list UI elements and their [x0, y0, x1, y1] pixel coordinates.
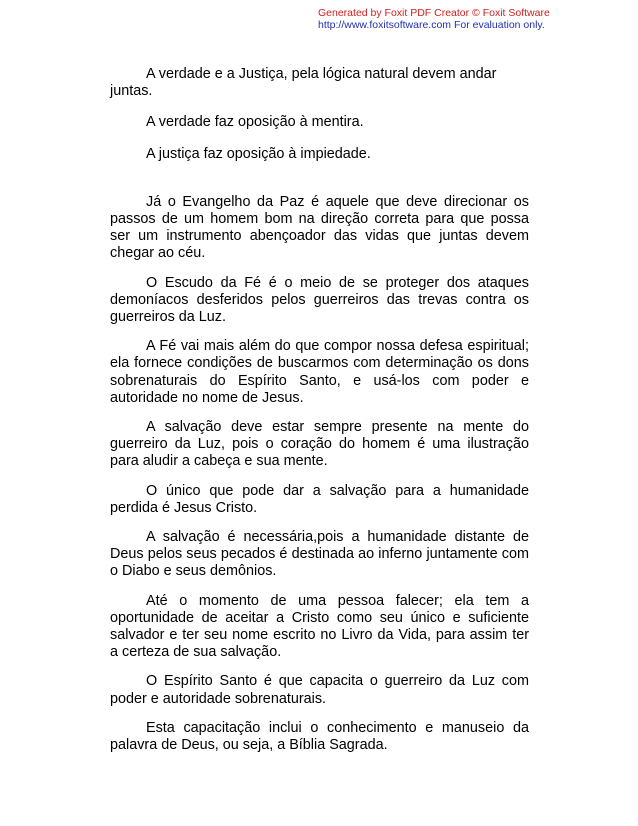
- paragraph: A salvação é necessária,pois a humanidade distante de Deus pelos seus pecados é destinada ao inferno juntamente com o Diabo e seus demônios.: [110, 529, 529, 580]
- paragraph: A verdade e a Justiça, pela lógica natural devem andar juntas.: [110, 66, 497, 100]
- watermark-line-1: Generated by Foxit PDF Creator © Foxit Software: [318, 7, 550, 19]
- paragraph: A Fé vai mais além do que compor nossa defesa espiritual; ela fornece condições de buscarmos com determinação os dons sobrenaturais do Espírito Santo, e usá-los com poder e autoridade no nome de Jesus.: [110, 338, 529, 406]
- paragraph: O Escudo da Fé é o meio de se proteger dos ataques demoníacos desferidos pelos guerreiros das trevas contra os guerreiros da Luz.: [110, 274, 529, 326]
- foxit-watermark: [318, 8, 550, 31]
- paragraph: Esta capacitação inclui o conhecimento e manuseio da palavra de Deus, ou seja, a Bíblia Sagrada.: [110, 719, 529, 754]
- paragraph: A verdade faz oposição à mentira.: [146, 114, 364, 131]
- watermark-line-2: http://www.foxitsoftware.com For evaluation only.: [318, 18, 545, 31]
- document-body: [110, 66, 529, 754]
- paragraph: A justiça faz oposição à impiedade.: [146, 145, 371, 162]
- paragraph: O Espírito Santo é que capacita o guerreiro da Luz com poder e autoridade sobrenaturais.: [110, 673, 529, 707]
- paragraph: O único que pode dar a salvação para a humanidade perdida é Jesus Cristo.: [110, 482, 529, 516]
- paragraph: Até o momento de uma pessoa falecer; ela tem a oportunidade de aceitar a Cristo como seu único e suficiente salvador e ter seu nome escrito no Livro da Vida, para assim ter a certeza de sua salvação.: [110, 592, 529, 661]
- paragraph: A salvação deve estar sempre presente na mente do guerreiro da Luz, pois o coração do homem é uma ilustração para aludir a cabeça e sua mente.: [110, 419, 529, 470]
- paragraph: Já o Evangelho da Paz é aquele que deve direcionar os passos de um homem bom na direção correta para que possa ser um instrumento abençoador das vidas que juntas devem chegar ao céu.: [110, 193, 529, 262]
